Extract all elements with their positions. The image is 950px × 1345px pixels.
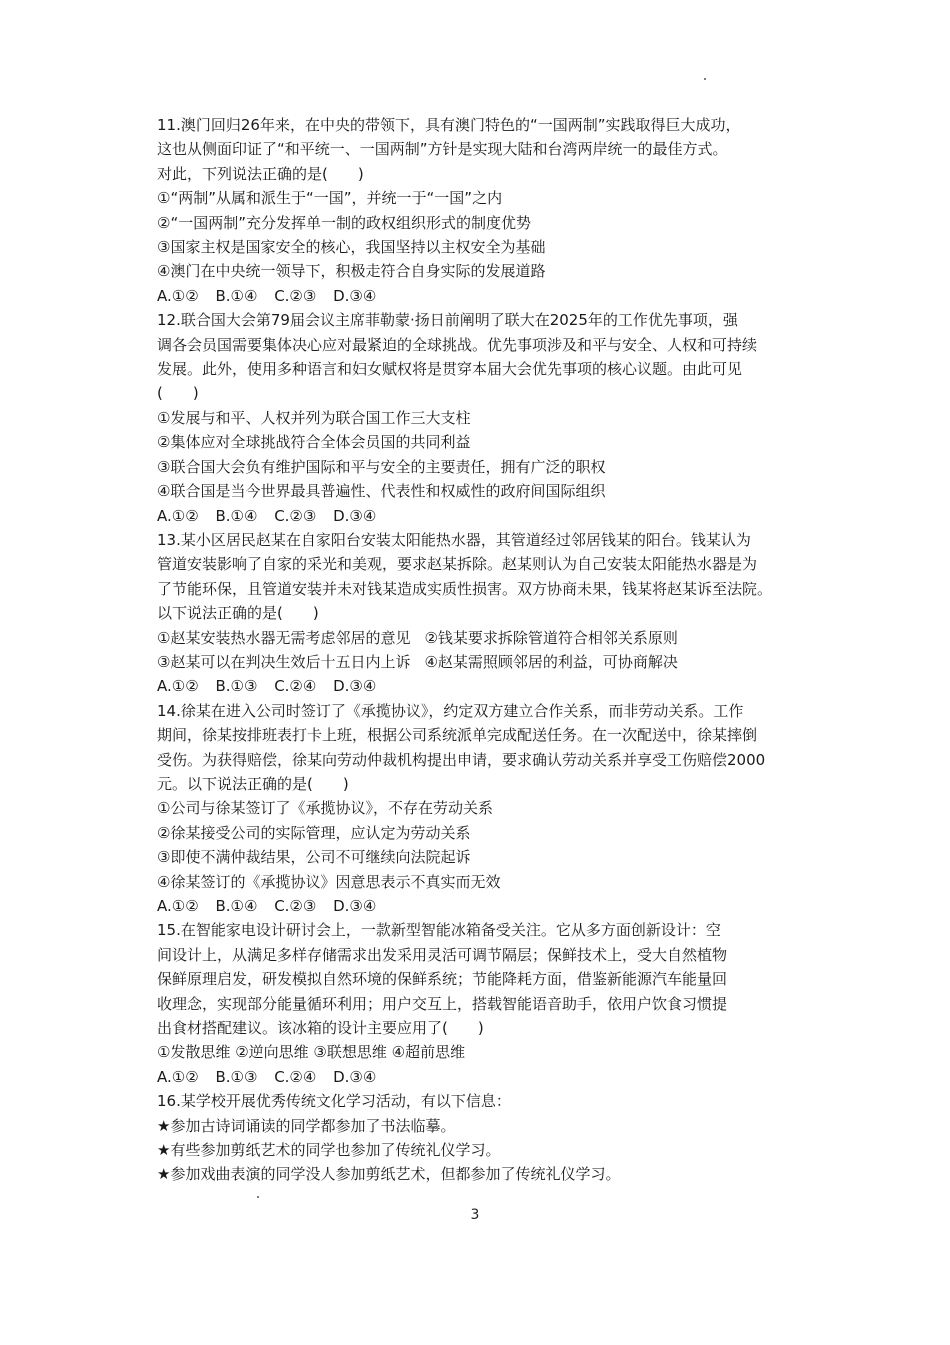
statement-item: ①“两制”从属和派生于“一国”，并统一于“一国”之内 [157, 189, 503, 208]
question-stem-line: 15.在智能家电设计研讨会上，一款新型智能冰箱备受关注。它从多方面创新设计：空 [157, 921, 721, 940]
question-stem-line: 12.联合国大会第79届会议主席菲勒蒙·扬日前阐明了联大在2025年的工作优先事项，强 [157, 311, 738, 330]
question-13 [157, 528, 817, 699]
question-stem-line: 14.徐某在进入公司时签订了《承揽协议》，约定双方建立合作关系，而非劳动关系。工作 [157, 701, 744, 720]
answer-option: B.①④ [215, 286, 258, 305]
answer-options [157, 1065, 817, 1089]
statement-item: ③赵某可以在判决生效后十五日内上诉 [157, 652, 411, 671]
question-stem-line: ( ) [157, 384, 199, 403]
question-15 [157, 918, 817, 1089]
answer-options [157, 894, 817, 918]
answer-option: D.③④ [333, 677, 377, 696]
statement-pair [157, 626, 817, 650]
answer-option: B.①③ [215, 677, 258, 696]
answer-options [157, 504, 817, 528]
statement-item: ②钱某要求拆除管道符合相邻关系原则 [424, 628, 678, 647]
statement-item: ②“一国两制”充分发挥单一制的政权组织形式的制度优势 [157, 213, 531, 232]
answer-option: C.②④ [274, 677, 317, 696]
question-stem-line: 以下说法正确的是( ) [157, 604, 319, 623]
statement-items-inline: ①发散思维 ②逆向思维 ③联想思维 ④超前思维 [157, 1043, 466, 1062]
question-stem-line: 调各会员国需要集体决心应对最紧迫的全球挑战。优先事项涉及和平与安全、人权和可持续 [157, 335, 758, 354]
answer-option: D.③④ [333, 1067, 377, 1086]
answer-option: C.②④ [274, 1067, 317, 1086]
statement-item: ④澳门在中央统一领导下，积极走符合自身实际的发展道路 [157, 262, 546, 281]
page-content [157, 113, 817, 1187]
answer-option: A.①② [157, 897, 199, 915]
answer-options [157, 284, 817, 308]
page-number: 3 [470, 1207, 480, 1223]
question-stem-line: 16.某学校开展优秀传统文化学习活动，有以下信息： [157, 1092, 511, 1111]
answer-option: A.①② [157, 1067, 199, 1086]
answer-option: A.①② [157, 286, 199, 305]
question-stem-line: 13.某小区居民赵某在自家阳台安装太阳能热水器，其管道经过邻居钱某的阳台。钱某认为 [157, 530, 751, 549]
statement-item: ①发展与和平、人权并列为联合国工作三大支柱 [157, 408, 471, 427]
statement-item: ④联合国是当今世界最具普遍性、代表性和权威性的政府间国际组织 [157, 482, 606, 501]
answer-option: B.①④ [215, 506, 258, 525]
statement-item: ①赵某安装热水器无需考虑邻居的意见 [157, 628, 411, 647]
question-stem-line: 这也从侧面印证了“和平统一、一国两制”方针是实现大陆和台湾两岸统一的最佳方式。 [157, 140, 728, 159]
question-11 [157, 113, 817, 308]
statement-item: ④徐某签订的《承揽协议》因意思表示不真实而无效 [157, 872, 501, 891]
answer-options [157, 674, 817, 698]
question-stem-line: 了节能环保，且管道安装并未对钱某造成实质性损害。双方协商未果，钱某将赵某诉至法院。 [157, 579, 773, 598]
question-stem-line: 11.澳门回归26年来，在中央的带领下，具有澳门特色的“一国两制”实践取得巨大成功， [157, 116, 741, 134]
statement-item: ④赵某需照顾邻居的利益，可协商解决 [424, 652, 678, 671]
question-stem-line: 保鲜原理启发，研发模拟自然环境的保鲜系统；节能降耗方面，借鉴新能源汽车能量回 [157, 970, 728, 989]
answer-option: B.①③ [215, 1067, 258, 1086]
question-stem-line: 期间，徐某按排班表打卡上班，根据公司系统派单完成配送任务。在一次配送中，徐某摔倒 [157, 726, 758, 745]
answer-option: D.③④ [333, 286, 377, 305]
answer-option: A.①② [157, 677, 199, 696]
answer-option: B.①④ [215, 897, 258, 915]
statement-item: ★有些参加剪纸艺术的同学也参加了传统礼仪学习。 [157, 1141, 501, 1160]
statement-item: ②集体应对全球挑战符合全体会员国的共同利益 [157, 433, 471, 452]
statement-pair [157, 650, 817, 674]
question-16 [157, 1089, 817, 1187]
question-stem-line: 发展。此外，使用多种语言和妇女赋权将是贯穿本届大会优先事项的核心议题。由此可见 [157, 360, 743, 379]
question-stem-line: 出食材搭配建议。该冰箱的设计主要应用了( ) [157, 1019, 484, 1038]
answer-option: C.②③ [274, 506, 317, 525]
statement-item: ②徐某接受公司的实际管理，应认定为劳动关系 [157, 823, 471, 842]
question-stem-line: 收理念，实现部分能量循环利用；用户交互上，搭载智能语音助手，依用户饮食习惯提 [157, 994, 728, 1013]
statement-item: ③即使不满仲裁结果，公司不可继续向法院起诉 [157, 848, 471, 867]
scan-speck [257, 1196, 259, 1198]
answer-option: D.③④ [333, 897, 377, 915]
scan-speck [704, 78, 706, 80]
statement-item: ★参加戏曲表演的同学没人参加剪纸艺术，但都参加了传统礼仪学习。 [157, 1165, 621, 1184]
statement-item: ★参加古诗词诵读的同学都参加了书法临摹。 [157, 1116, 456, 1135]
statement-item: ③国家主权是国家安全的核心，我国坚持以主权安全为基础 [157, 238, 546, 257]
statement-item: ①公司与徐某签订了《承揽协议》，不存在劳动关系 [157, 799, 493, 818]
question-stem-line: 间设计上，从满足多样存储需求出发采用灵活可调节隔层；保鲜技术上，受大自然植物 [157, 945, 728, 964]
answer-option: A.①② [157, 506, 199, 525]
answer-option: C.②③ [274, 897, 317, 915]
question-stem-line: 对此，下列说法正确的是( ) [157, 164, 364, 183]
question-stem-line: 受伤。为获得赔偿，徐某向劳动仲裁机构提出申请，要求确认劳动关系并享受工伤赔偿2000 [157, 750, 766, 769]
question-14 [157, 699, 817, 919]
question-stem-line: 元。以下说法正确的是( ) [157, 774, 349, 793]
statement-item: ③联合国大会负有维护国际和平与安全的主要责任，拥有广泛的职权 [157, 457, 606, 476]
answer-option: C.②③ [274, 286, 317, 305]
answer-option: D.③④ [333, 506, 377, 525]
question-stem-line: 管道安装影响了自家的采光和美观，要求赵某拆除。赵某则认为自己安装太阳能热水器是为 [157, 555, 758, 574]
question-12 [157, 308, 817, 528]
